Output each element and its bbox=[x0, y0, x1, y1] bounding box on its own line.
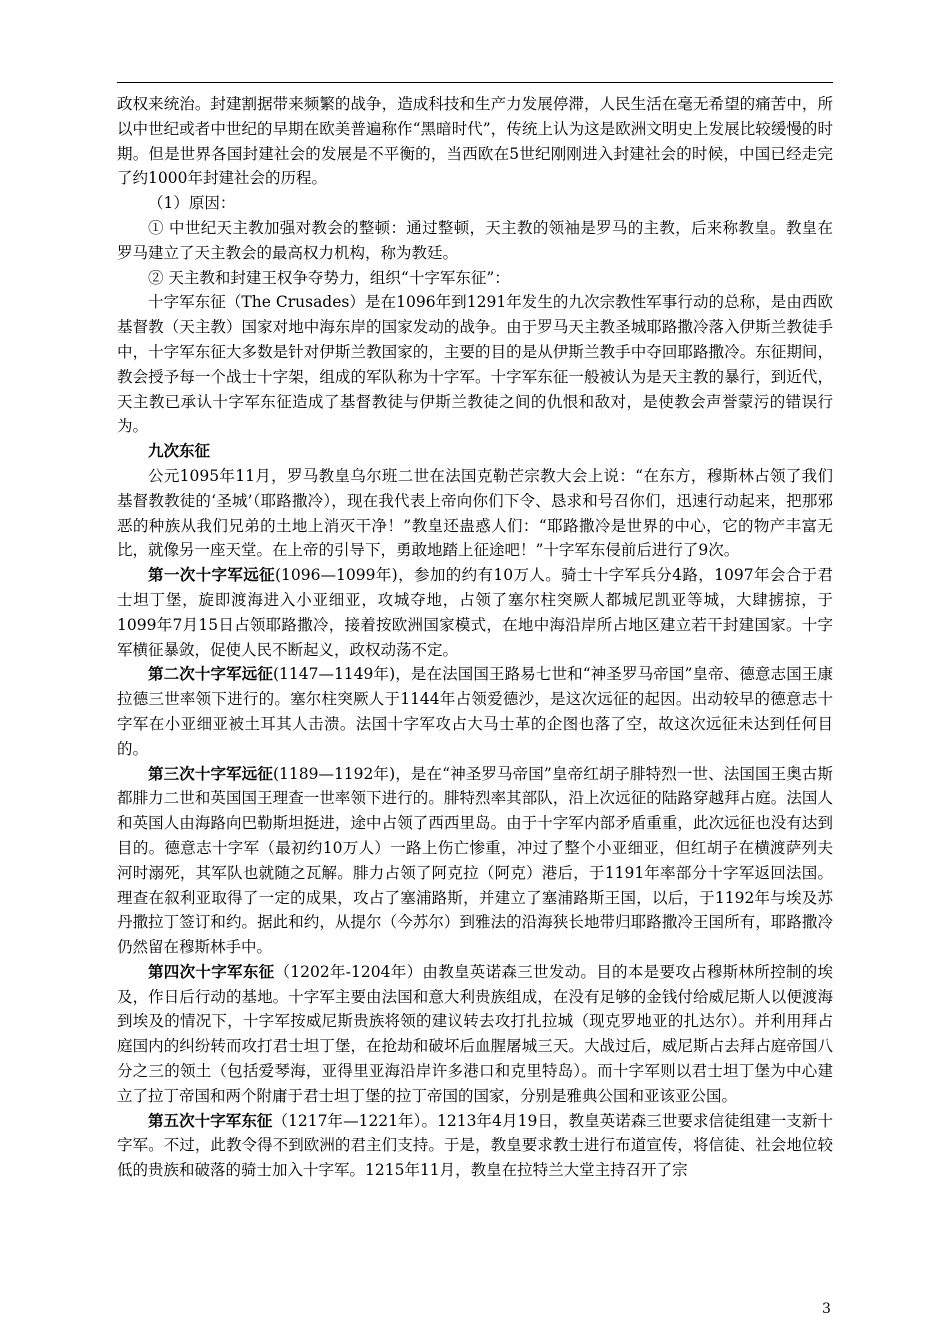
third-crusade-body: (1189—1192年)，是在“神圣罗马帝国”皇帝红胡子腓特烈一世、法国国王奥古斯都腓力二世和英国国王理查一世率领下进行的。腓特烈率其部队，沿上次远征的陆路穿越拜占庭。法国人和英国人由海路向巴勒斯坦挺进，途中占领了西西里岛。由于十字军内部矛盾重重，此次远征也没有达到目的。德意志十字军（最初约10万人）一路上伤亡惨重，冲过了整个小亚细亚，但红胡子在横渡萨列夫河时溺死，其军队也就随之瓦解。腓力占领了阿克拉（阿克）港后，于1191年率部分十字军返回法国。理查在叙利亚取得了一定的成果，攻占了塞浦路斯，并建立了塞浦路斯王国，以后，于1192年与埃及苏丹撒拉丁签订和约。据此和约，从提尔（今苏尔）到雅法的沿海狭长地带归耶路撒冷王国所有，耶路撒冷仍然留在穆斯林手中。 bbox=[117, 764, 833, 957]
fourth-crusade-title: 第四次十字军东征 bbox=[148, 961, 275, 981]
cause-item-1: ① 中世纪天主教加强对教会的整顿：通过整顿，天主教的领袖是罗马的主教，后来称教皇。教皇在罗马建立了天主教会的最高权力机构，称为教廷。 bbox=[117, 218, 833, 262]
second-crusade-body: (1147—1149年)，是在法国国王路易七世和“神圣罗马帝国”皇帝、德意志国王康拉德三世率领下进行的。塞尔柱突厥人于1144年占领爱德沙，是这次远征的起因。出动较早的德意志十字军在小亚细亚被土耳其人击溃。法国十字军攻占大马士革的企图也落了空，故这次远征未达到任何目的。 bbox=[117, 665, 833, 758]
first-crusade-title: 第一次十字军远征 bbox=[148, 565, 275, 585]
fifth-crusade-paragraph bbox=[117, 1109, 833, 1183]
fifth-crusade-title: 第五次十字军东征 bbox=[148, 1110, 273, 1130]
first-crusade-paragraph bbox=[117, 563, 833, 662]
cause-label: （1）原因： bbox=[148, 194, 236, 213]
cause-item-2: ② 天主教和封建王权争夺势力，组织“十字军东征”： bbox=[148, 268, 510, 287]
third-crusade-title: 第三次十字军远征 bbox=[148, 763, 273, 783]
first-crusade-body: (1096—1099年)，参加的约有10万人。骑士十字军兵分4路，1097年会合于君士坦丁堡，旋即渡海进入小亚细亚，攻城夺地，占领了塞尔柱突厥人都城尼凯亚等城，大肆掳掠，于1099年7月15日占领耶路撒冷，接着按欧洲国家模式，在地中海沿岸所占地区建立若干封建国家。十字军横征暴敛，促使人民不断起义，政权动荡不定。 bbox=[117, 566, 833, 659]
fourth-crusade-body: （1202年-1204年）由教皇英诺森三世发动。目的本是要攻占穆斯林所控制的埃及，作日后行动的基地。十字军主要由法国和意大利贵族组成，在没有足够的金钱付给威尼斯人以便渡海到埃及的情况下，十字军按威尼斯贵族将领的建议转去攻打扎拉城（现克罗地亚的扎达尔）。并利用拜占庭国内的纠纷转而攻打君士坦丁堡，在抢劫和破坏后血腥屠城三天。大战过后，威尼斯占去拜占庭帝国八分之三的领土（包括爱琴海，亚得里亚海沿岸许多港口和克里特岛）。而十字军则以君士坦丁堡为中心建立了拉丁帝国和两个附庸于君士坦丁堡的拉丁帝国的国家，分别是雅典公国和亚该亚公国。 bbox=[117, 962, 833, 1105]
body-text bbox=[117, 92, 833, 1183]
second-crusade-title: 第二次十字军远征 bbox=[148, 664, 273, 684]
second-crusade-paragraph bbox=[117, 662, 833, 761]
intro-paragraph: 政权来统治。封建割据带来频繁的战争，造成科技和生产力发展停滞，人民生活在毫无希望的痛苦中，所以中世纪或者中世纪的早期在欧美普遍称作“黑暗时代”，传统上认为这是欧洲文明史上发展比较缓慢的时期。但是世界各国封建社会的发展是不平衡的，当西欧在5世纪刚刚进入封建社会的时候，中国已经走完了约1000年封建社会的历程。 bbox=[117, 95, 833, 188]
fourth-crusade-paragraph bbox=[117, 960, 833, 1109]
fifth-crusade-body: （1217年—1221年）。1213年4月19日，教皇英诺森三世要求信徒组建一支新十字军。不过，此教令得不到欧洲的君主们支持。于是，教皇要求教士进行布道宣传，将信徒、社会地位较低的贵族和破落的骑士加入十字军。1215年11月，教皇在拉特兰大堂主持召开了宗 bbox=[117, 1111, 833, 1180]
header-rule bbox=[117, 82, 833, 83]
nine-crusades-intro: 公元1095年11月，罗马教皇乌尔班二世在法国克勒芒宗教大会上说：“在东方，穆斯林占领了我们基督教教徒的‘圣城’（耶路撒冷），现在我代表上帝向你们下令、恳求和号召你们，迅速行动起来，把那邪恶的种族从我们兄弟的土地上消灭干净！”教皇还蛊惑人们：“耶路撒冷是世界的中心，它的物产丰富无比，就像另一座天堂。在上帝的引导下，勇敢地踏上征途吧！”十字军东侵前后进行了9次。 bbox=[117, 466, 833, 560]
page-number: 3 bbox=[822, 1301, 831, 1317]
crusades-definition: 十字军东征（The Crusades）是在1096年到1291年发生的九次宗教性军事行动的总称，是由西欧基督教（天主教）国家对地中海东岸的国家发动的战争。由于罗马天主教圣城耶路撒冷落入伊斯兰教徒手中，十字军东征大多数是针对伊斯兰教国家的，主要的目的是从伊斯兰教手中夺回耶路撒冷。东征期间，教会授予每一个战士十字架，组成的军队称为十字军。十字军东征一般被认为是天主教的暴行，到近代，天主教已承认十字军东征造成了基督教徒与伊斯兰教徒之间的仇恨和敌对，是使教会声誉蒙污的错误行为。 bbox=[117, 293, 833, 436]
section-heading-nine-crusades: 九次东征 bbox=[148, 441, 211, 461]
third-crusade-paragraph bbox=[117, 762, 833, 960]
